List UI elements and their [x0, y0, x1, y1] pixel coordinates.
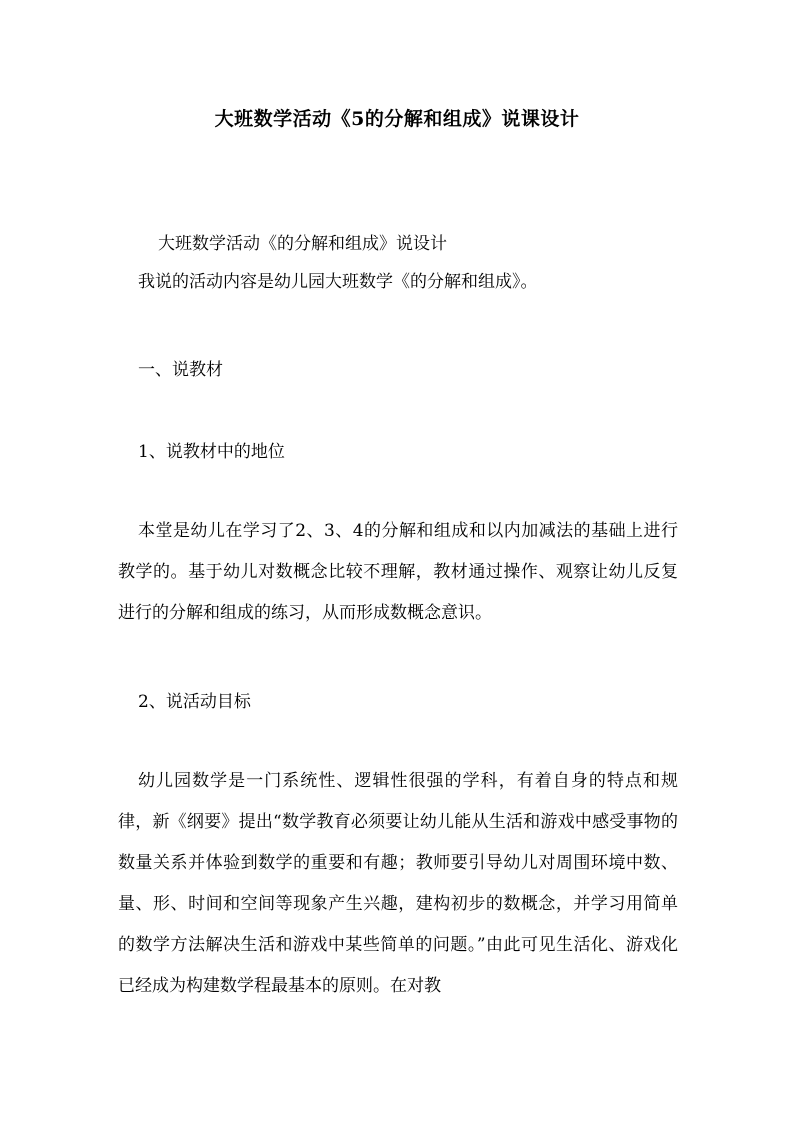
paragraph-activity-goals: 幼儿园数学是一门系统性、逻辑性很强的学科，有着自身的特点和规律，新《纲要》提出“数学教育必须要让幼儿能从生活和游戏中感受事物的数量关系并体验到数学的重要和有趣；教师要引导幼儿对周围环境中数、量、形、时间和空间等现象产生兴趣，建构初步的数概念，并学习用简单的数学方法解决生活和游戏中某些简单的问题。”由此可见生活化、游戏化已经成为构建数学程最基本的原则。在对教 [118, 771, 678, 996]
paragraph-position: 本堂是幼儿在学习了2、3、4的分解和组成和以内加减法的基础上进行教学的。基于幼儿对数概念比较不理解，教材通过操作、观察让幼儿反复进行的分解和组成的练习，从而形成数概念意识。 [118, 521, 678, 623]
intro-text: 我说的活动内容是幼儿园大班数学《的分解和组成》。 [138, 272, 538, 292]
document-title: 大班数学活动《5的分解和组成》说课设计 [214, 108, 580, 130]
subsection-heading-activity-goals: 2、说活动目标 [138, 692, 251, 712]
document-subtitle: 大班数学活动《的分解和组成》说设计 [158, 234, 447, 254]
subsection-heading-position: 1、说教材中的地位 [138, 442, 285, 462]
section-heading-teaching-material: 一、说教材 [138, 360, 223, 380]
